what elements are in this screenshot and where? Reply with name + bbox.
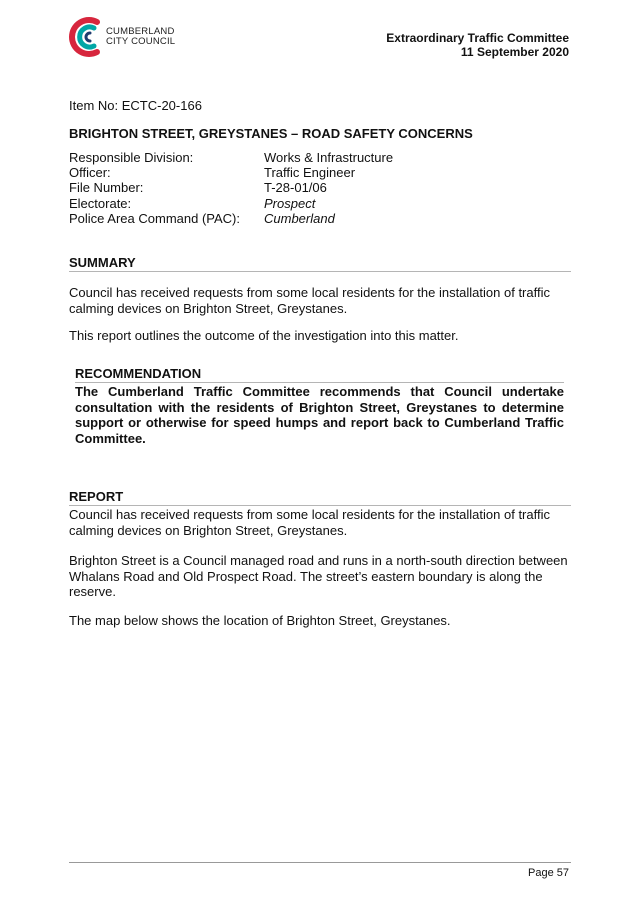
page-number: Page 57 (528, 867, 569, 879)
meta-row (69, 196, 393, 211)
report-title: BRIGHTON STREET, GREYSTANES – ROAD SAFETY CONCERNS (69, 126, 473, 141)
council-logo (64, 14, 184, 60)
meeting-date: 11 September 2020 (460, 45, 569, 59)
item-number: Item No: ECTC-20-166 (69, 98, 202, 113)
logo-text (106, 27, 175, 47)
recommendation-body: The Cumberland Traffic Committee recommends that Council undertake consultation with the residents of Brighton Street, Greystanes to determine support or otherwise for speed humps and report back to Cumberland Traffic Committee. (75, 384, 564, 446)
logo-text-line1: CUMBERLAND (106, 26, 175, 37)
meta-value: Works & Infrastructure (264, 150, 394, 165)
report-paragraph-2: Brighton Street is a Council managed road and runs in a north-south direction between Whalans Road and Old Prospect Road. The street’s eastern boundary is along the reserve. (69, 553, 568, 599)
council-logo-icon (64, 14, 104, 60)
meta-row (69, 211, 393, 226)
report-paragraph-3: The map below shows the location of Brighton Street, Greystanes. (69, 613, 451, 628)
meta-row (69, 150, 393, 165)
recommendation-heading: RECOMMENDATION (75, 366, 564, 383)
footer-divider (69, 862, 571, 863)
logo-text-line2: CITY COUNCIL (106, 36, 176, 47)
summary-paragraph-1: Council has received requests from some local residents for the installation of traffic calming devices on Brighton Street, Greystanes. (69, 285, 550, 316)
meta-table (69, 150, 393, 226)
summary-heading: SUMMARY (69, 255, 571, 272)
committee-name: Extraordinary Traffic Committee (386, 31, 569, 45)
meta-value: T-28-01/06 (264, 180, 327, 196)
meta-row (69, 165, 393, 180)
meta-value: Prospect (264, 195, 316, 211)
meta-key: File Number: (69, 180, 144, 196)
summary-paragraph-2: This report outlines the outcome of the investigation into this matter. (69, 328, 459, 343)
header-info (386, 31, 569, 59)
report-paragraph-1: Council has received requests from some local residents for the installation of traffic calming devices on Brighton Street, Greystanes. (69, 507, 550, 538)
meta-value: Traffic Engineer (264, 165, 356, 181)
meta-row (69, 180, 393, 195)
meta-key: Responsible Division: (69, 150, 194, 165)
report-heading: REPORT (69, 489, 571, 506)
meta-key: Electorate: (69, 195, 132, 211)
meta-value: Cumberland (264, 210, 335, 226)
meta-key: Police Area Command (PAC): (69, 210, 240, 226)
meta-key: Officer: (69, 165, 111, 181)
